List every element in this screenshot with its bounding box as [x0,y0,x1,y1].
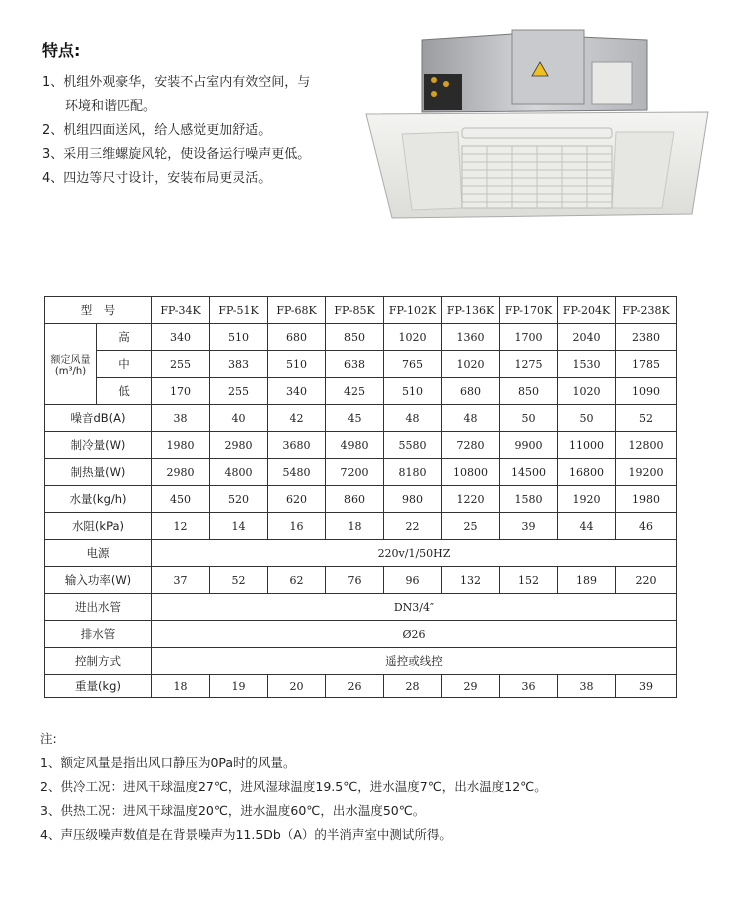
value-cell: 620 [268,486,326,513]
notes-title: 注: [40,731,57,746]
feature-item: 4、四边等尺寸设计，安装布局更灵活。 [42,171,272,186]
row-label: 制冷量(W) [45,432,152,459]
value-cell: 1360 [442,324,500,351]
row-label: 输入功率(W) [45,567,152,594]
water-pipe-row [45,594,677,621]
value-cell: 14 [210,513,268,540]
value-cell: 510 [268,351,326,378]
value-cell: 980 [384,486,442,513]
value-cell: 170 [152,378,210,405]
noise-row [45,405,677,432]
value-cell: 4800 [210,459,268,486]
value-cell: 20 [268,675,326,698]
value-cell: 22 [384,513,442,540]
value-cell: 1980 [152,432,210,459]
model-cell: FP-238K [616,297,677,324]
value-cell: 510 [384,378,442,405]
drain-pipe-row [45,621,677,648]
value-cell: 340 [268,378,326,405]
value-cell: 16 [268,513,326,540]
value-cell: 50 [500,405,558,432]
note-item: 1、额定风量是指出风口静压为0Pa时的风量。 [40,755,296,770]
value-cell: 50 [558,405,616,432]
features-section [28,38,408,191]
value-cell: 255 [152,351,210,378]
control-row [45,648,677,675]
value-cell: 860 [326,486,384,513]
water-flow-row [45,486,677,513]
value-cell: 40 [210,405,268,432]
airflow-unit: (m³/h) [54,366,87,377]
value-cell: 52 [210,567,268,594]
value-cell: 680 [442,378,500,405]
value-cell: 16800 [558,459,616,486]
model-cell: FP-68K [268,297,326,324]
model-cell: FP-51K [210,297,268,324]
row-label: 重量(kg) [45,675,152,698]
value-cell: 340 [152,324,210,351]
value-cell: 37 [152,567,210,594]
value-cell: 45 [326,405,384,432]
value-cell: 1275 [500,351,558,378]
value-cell: 42 [268,405,326,432]
airflow-row-high [45,324,677,351]
value-cell: 189 [558,567,616,594]
value-cell: 46 [616,513,677,540]
row-label: 进出水管 [45,594,152,621]
value-cell: 19200 [616,459,677,486]
value-cell: 36 [500,675,558,698]
note-item: 4、声压级噪声数值是在背景噪声为11.5Db（A）的半消声室中测试所得。 [40,827,452,842]
value-cell: 680 [268,324,326,351]
value-cell: 11000 [558,432,616,459]
value-cell: 38 [152,405,210,432]
value-cell: 7200 [326,459,384,486]
airflow-row-low [45,378,677,405]
value-cell: 1090 [616,378,677,405]
value-cell: 7280 [442,432,500,459]
airflow-level: 低 [97,378,152,405]
value-cell: 1700 [500,324,558,351]
model-cell: FP-102K [384,297,442,324]
value-cell: 1020 [558,378,616,405]
value-cell: 638 [326,351,384,378]
water-resistance-row [45,513,677,540]
notes-section [40,727,720,847]
value-cell: 26 [326,675,384,698]
product-image [362,22,712,222]
value-cell: 132 [442,567,500,594]
model-cell: FP-34K [152,297,210,324]
value-cell: 1980 [616,486,677,513]
value-cell: 425 [326,378,384,405]
value-cell: 1920 [558,486,616,513]
power-supply-row [45,540,677,567]
row-label: 控制方式 [45,648,152,675]
features-title: 特点: [42,41,81,60]
value-cell: 48 [384,405,442,432]
value-cell: 12 [152,513,210,540]
model-cell: FP-85K [326,297,384,324]
merged-value-cell: DN3/4″ [152,594,677,621]
merged-value-cell: 遥控或线控 [152,648,677,675]
value-cell: 19 [210,675,268,698]
row-label: 水量(kg/h) [45,486,152,513]
value-cell: 9900 [500,432,558,459]
spec-table [44,296,677,698]
value-cell: 52 [616,405,677,432]
model-cell: FP-136K [442,297,500,324]
value-cell: 220 [616,567,677,594]
value-cell: 4980 [326,432,384,459]
value-cell: 5480 [268,459,326,486]
value-cell: 510 [210,324,268,351]
row-label: 电源 [45,540,152,567]
feature-item: 3、采用三维螺旋风轮，使设备运行噪声更低。 [42,147,311,162]
heating-row [45,459,677,486]
value-cell: 1785 [616,351,677,378]
note-item: 2、供冷工况：进风干球温度27℃，进风湿球温度19.5℃，进水温度7℃，出水温度12℃。 [40,779,547,794]
value-cell: 39 [616,675,677,698]
value-cell: 152 [500,567,558,594]
value-cell: 44 [558,513,616,540]
airflow-level: 中 [97,351,152,378]
row-label: 噪音dB(A) [45,405,152,432]
weight-row [45,675,677,698]
value-cell: 1530 [558,351,616,378]
feature-item: 1、机组外观豪华，安装不占室内有效空间，与 [42,75,311,90]
value-cell: 39 [500,513,558,540]
value-cell: 12800 [616,432,677,459]
model-cell: FP-170K [500,297,558,324]
value-cell: 1220 [442,486,500,513]
value-cell: 1020 [442,351,500,378]
note-item: 3、供热工况：进风干球温度20℃，进水温度60℃，出水温度50℃。 [40,803,426,818]
value-cell: 18 [152,675,210,698]
merged-value-cell: Ø26 [152,621,677,648]
value-cell: 48 [442,405,500,432]
model-label: 型 号 [45,297,152,324]
value-cell: 5580 [384,432,442,459]
value-cell: 1020 [384,324,442,351]
input-power-row [45,567,677,594]
row-label: 制热量(W) [45,459,152,486]
airflow-label-cell [45,324,97,405]
value-cell: 1580 [500,486,558,513]
cooling-row [45,432,677,459]
row-label: 水阻(kPa) [45,513,152,540]
merged-value-cell: 220v/1/50HZ [152,540,677,567]
model-cell: FP-204K [558,297,616,324]
value-cell: 29 [442,675,500,698]
value-cell: 25 [442,513,500,540]
value-cell: 96 [384,567,442,594]
airflow-row-medium [45,351,677,378]
value-cell: 520 [210,486,268,513]
airflow-level: 高 [97,324,152,351]
value-cell: 850 [500,378,558,405]
value-cell: 18 [326,513,384,540]
row-label: 排水管 [45,621,152,648]
value-cell: 3680 [268,432,326,459]
value-cell: 2380 [616,324,677,351]
value-cell: 2980 [152,459,210,486]
value-cell: 62 [268,567,326,594]
features-list [28,71,408,191]
model-row [45,297,677,324]
value-cell: 2980 [210,432,268,459]
value-cell: 765 [384,351,442,378]
value-cell: 8180 [384,459,442,486]
value-cell: 38 [558,675,616,698]
value-cell: 10800 [442,459,500,486]
value-cell: 14500 [500,459,558,486]
value-cell: 850 [326,324,384,351]
feature-item-continuation: 环境和谐匹配。 [65,99,157,114]
value-cell: 450 [152,486,210,513]
value-cell: 76 [326,567,384,594]
value-cell: 383 [210,351,268,378]
airflow-label: 额定风量 [50,355,91,366]
value-cell: 28 [384,675,442,698]
value-cell: 2040 [558,324,616,351]
feature-item: 2、机组四面送风，给人感觉更加舒适。 [42,123,272,138]
value-cell: 255 [210,378,268,405]
